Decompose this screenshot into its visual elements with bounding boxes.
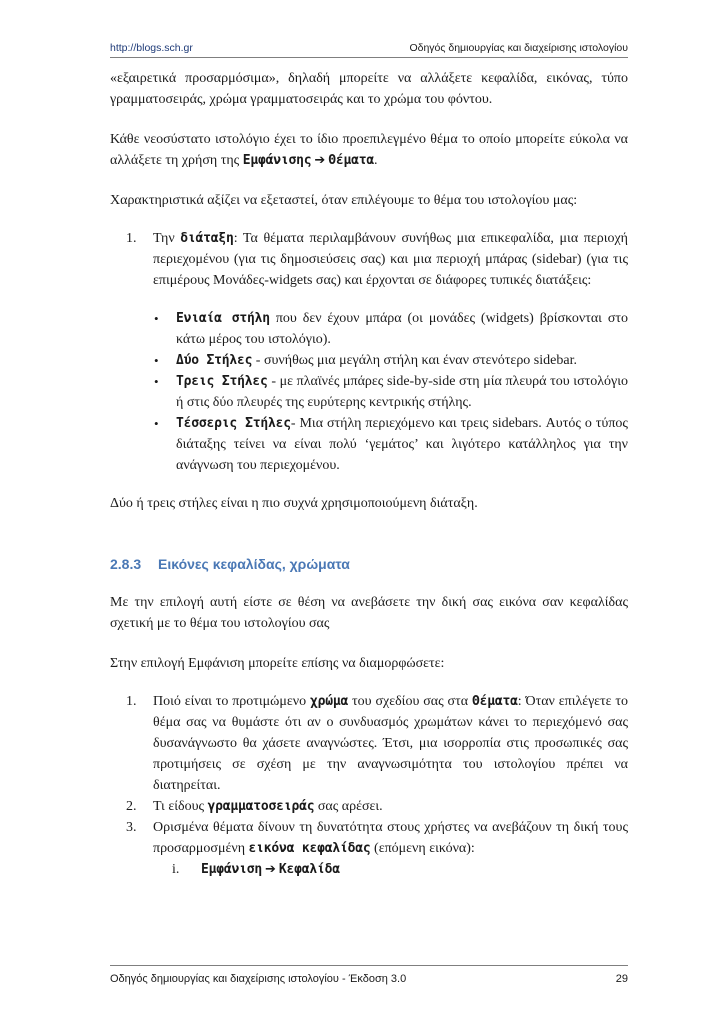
page-footer	[110, 965, 628, 987]
bullet-icon: •	[154, 416, 159, 431]
page-header	[110, 38, 628, 58]
list-number: 3.	[126, 820, 137, 835]
section-number: 2.8.3	[110, 556, 142, 572]
page-number: 29	[615, 973, 628, 985]
menu-header-label: Κεφαλίδα	[278, 862, 340, 877]
menu-themes-label: Θέματα	[328, 153, 375, 168]
list-number: 2.	[126, 799, 137, 814]
bullet-icon: •	[154, 353, 159, 368]
paragraph-themes-text: Κάθε νεοσύστατο ιστολόγιο έχει το ίδιο προεπιλεγμένο θέμα το οποίο μπορείτε εύκολα να αλλάξετε τη χρήση της	[110, 132, 628, 168]
term-header-image: εικόνα κεφαλίδας	[248, 841, 371, 856]
list-item-layout: 1. Την διάταξη: Τα θέματα περιλαμβάνουν συνήθως μια επικεφαλίδα, μια περιοχή περιεχομένου (για τις δημοσιεύσεις σας) και μια περιοχή μπάρας (sidebar) (για τις επιμέρους Μονάδες-widgets σας) και έρχονται σε διάφορες τυπικές διατάξεις:	[110, 228, 628, 291]
list-number: 1.	[126, 694, 137, 709]
roman-number: i.	[172, 862, 180, 877]
bullet-item: • Δύο Στήλες - συνήθως μια μεγάλη στήλη και έναν στενότερο sidebar.	[110, 350, 628, 371]
bullet-term: Τρεις Στήλες	[176, 374, 268, 389]
arrow-icon: ➔	[265, 862, 276, 877]
list-item-font: 2. Τι είδους γραμματοσειράς σας αρέσει.	[110, 796, 628, 817]
paragraph-themes: Κάθε νεοσύστατο ιστολόγιο έχει το ίδιο προεπιλεγμένο θέμα το οποίο μπορείτε εύκολα να αλλάξετε τη χρήση της Εμφάνισης ➔ Θέματα.	[110, 132, 628, 168]
bullet-item: • Ενιαία στήλη που δεν έχουν μπάρα (οι μονάδες (widgets) βρίσκονται στο κάτω μέρος του ιστολόγιο).	[110, 308, 628, 350]
section-heading	[110, 554, 628, 575]
paragraph-header-image: Με την επιλογή αυτή είστε σε θέση να ανεβάσετε την δική σας εικόνα σαν κεφαλίδας σχετική με το θέμα του ιστολογίου σας	[110, 595, 628, 631]
footer-title: Οδηγός δημιουργίας και διαχείρισης ιστολογίου - Έκδοση 3.0	[110, 973, 407, 985]
section-title: Εικόνες κεφαλίδας, χρώματα	[158, 556, 350, 572]
arrow-icon: ➔	[314, 153, 326, 168]
sub-list-item-path	[110, 859, 628, 880]
term-themes: Θέματα	[471, 694, 518, 709]
paragraph-characteristics: Χαρακτηριστικά αξίζει να εξεταστεί, όταν επιλέγουμε το θέμα του ιστολογίου μας:	[110, 193, 578, 208]
term-font: γραμματοσειράς	[207, 799, 315, 814]
header-url: http://blogs.sch.gr	[110, 42, 193, 54]
term-color: χρώμα	[309, 694, 349, 709]
bullet-item: • Τρεις Στήλες - με πλαϊνές μπάρες side-by-side στη μία πλευρά του ιστολόγιο ή στις δύο πλευρές της ευρύτερης κεντρικής στήλης.	[110, 371, 628, 413]
page-body	[110, 68, 628, 880]
list-item-header-image: 3. Ορισμένα θέματα δίνουν τη δυνατότητα στους χρήστες να ανεβάζουν τη δική τους προσαρμοσμένη εικόνα κεφαλίδας (επόμενη εικόνα):	[110, 817, 628, 859]
menu-appearance-label: Εμφάνισης	[242, 153, 312, 168]
paragraph-appearance: Στην επιλογή Εμφάνιση μπορείτε επίσης να διαμορφώσετε:	[110, 656, 445, 671]
paragraph-columns: Δύο ή τρεις στήλες είναι η πιο συχνά χρησιμοποιούμενη διάταξη.	[110, 496, 478, 511]
bullet-term: Ενιαία στήλη	[176, 311, 270, 326]
paragraph-intro: «εξαιρετικά προσαρμόσιμα», δηλαδή μπορείτε να αλλάξετε κεφαλίδα, εικόνας, τύπο γραμματοσειράς, χρώμα γραμματοσειράς και το χρώμα του φόντου.	[110, 71, 628, 107]
term-layout: διάταξη	[180, 231, 234, 246]
header-title: Οδηγός δημιουργίας και διαχείρισης ιστολογίου	[409, 42, 628, 54]
list-number: 1.	[126, 231, 137, 246]
bullet-icon: •	[154, 374, 159, 389]
list-item-color: 1. Ποιό είναι το προτιμώμενο χρώμα του σχεδίου σας στα Θέματα: Όταν επιλέγετε το θέμα σας να θυμάστε ότι αν ο συνδυασμός χρωμάτων κάνει το περιεχόμενό σας δυσανάγνωστο θα χάσετε αναγνώστες. Έτσι, μια ισορροπία στις προσωπικές σας προτιμήσεις σε σχέση με την αναγνωσιμότητα του ιστολογίου πρέπει να διατηρείται.	[110, 691, 628, 796]
bullet-term: Τέσσερις Στήλες	[176, 416, 291, 431]
bullet-icon: •	[154, 311, 159, 326]
menu-appearance-label: Εμφάνιση	[201, 862, 263, 877]
bullet-item: • Τέσσερις Στήλες- Μια στήλη περιεχόμενο και τρεις sidebars. Αυτός ο τύπος διάταξης τείνει να είναι πολύ ‘γεμάτος’ και λιγότερο κατάλληλος για την ανάγνωση του περιεχομένου.	[110, 413, 628, 476]
bullet-term: Δύο Στήλες	[176, 353, 253, 368]
